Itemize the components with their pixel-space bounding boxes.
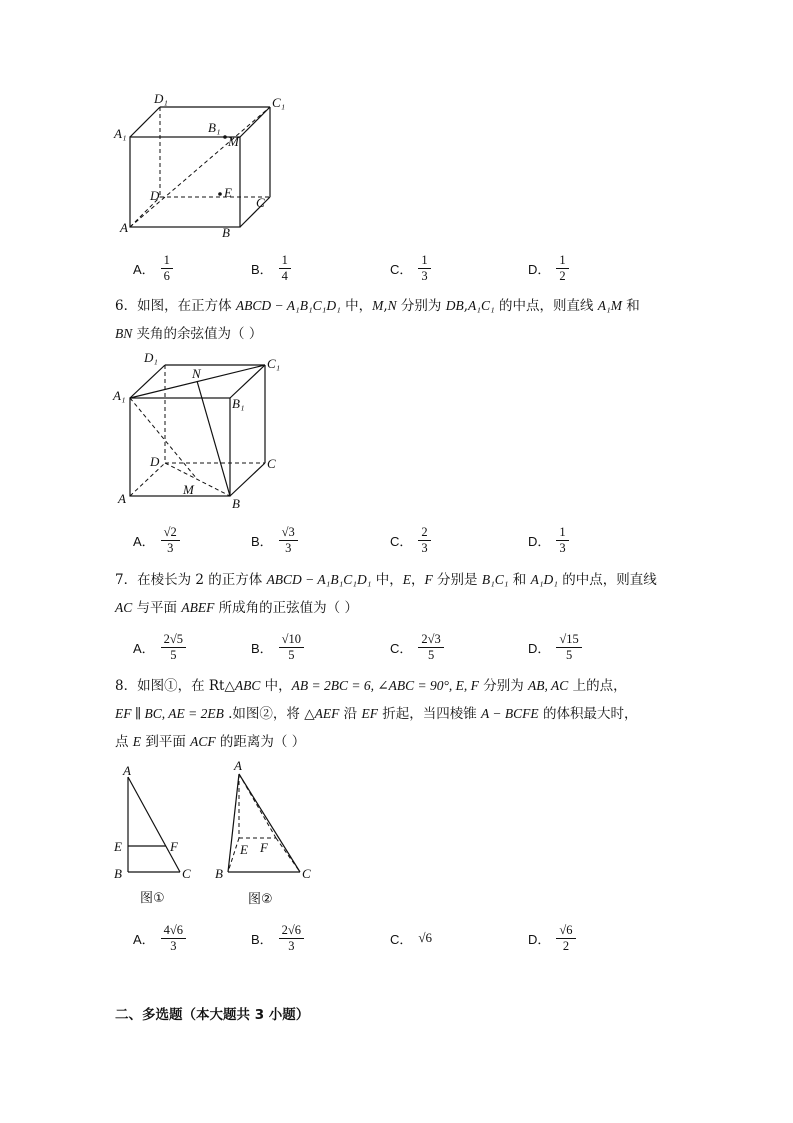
label-E: E [224, 185, 232, 200]
q6-option-d[interactable]: D． $\frac{1}{3}$ [528, 520, 569, 560]
q6-options [133, 520, 693, 560]
q6-cube-svg [110, 348, 290, 513]
label-C: C [267, 456, 276, 471]
label-F: F [170, 839, 178, 854]
q6-option-b[interactable]: B． $\frac{√3}{3}$ [251, 520, 298, 560]
label-D: D [150, 454, 160, 469]
section-2-title: 二、多选题（本大题共 3 小题） [115, 1007, 310, 1023]
q8-stem-line1: 8．如图①，在 Rt△ABC 中，AB = 2BC = 6, ∠ABC = 90°, E, F 分别为 AB, AC 上的点， [115, 678, 627, 694]
label-C: C [182, 866, 191, 881]
q5-cube-svg [110, 91, 286, 242]
label-B: B [114, 866, 122, 881]
fig1-caption: 图① [140, 891, 165, 906]
label-A: A [120, 220, 128, 235]
label-C: C [256, 195, 265, 210]
label-N: N [192, 366, 201, 381]
q8-figure-1 [110, 762, 200, 912]
label-E: E [114, 839, 122, 854]
q8-stem-line2: EF ∥ BC, AE = 2EB .如图②，将 △AEF 沿 EF 折起，当四棱锥 A − BCFE 的体积最大时， [115, 706, 638, 722]
label-A: A [118, 491, 126, 506]
q5-option-c[interactable]: C． $\frac{1}{3}$ [390, 248, 431, 288]
label-B: B [222, 225, 230, 240]
q7-option-d[interactable]: D． $\frac{√15}{5}$ [528, 627, 582, 667]
label-D1: D₁ [154, 91, 168, 106]
q8-figure-2 [210, 756, 325, 912]
q6-cube-figure [110, 348, 290, 513]
q6-stem-line2: BN 夹角的余弦值为（ ） [115, 326, 263, 342]
q8-option-b[interactable]: B． $\frac{2√6}{3}$ [251, 918, 304, 958]
q8-fig1-svg [110, 762, 200, 912]
q5-option-b[interactable]: B． $\frac{1}{4}$ [251, 248, 291, 288]
label-E: E [240, 842, 248, 857]
q8-option-d[interactable]: D． $\frac{√6}{2}$ [528, 918, 576, 958]
label-F: F [260, 840, 268, 855]
label-M: M [228, 134, 239, 149]
q7-options [133, 627, 693, 667]
q8-option-a[interactable]: A． $\frac{4√6}{3}$ [133, 918, 186, 958]
label-M: M [183, 482, 194, 497]
label-D: D [150, 188, 160, 203]
fig2-caption: 图② [248, 892, 273, 907]
q8-fig2-svg [210, 756, 325, 912]
label-C1: C₁ [267, 356, 281, 371]
q5-option-d[interactable]: D． $\frac{1}{2}$ [528, 248, 569, 288]
q6-option-c[interactable]: C． $\frac{2}{3}$ [390, 520, 431, 560]
label-A1: A₁ [113, 388, 126, 403]
q7-stem-line1: 7．在棱长为 2 的正方体 ABCD − A₁B₁C₁D₁ 中，E，F 分别是 B₁C₁ 和 A₁D₁ 的中点，则直线 [115, 572, 657, 588]
label-B: B [215, 866, 223, 881]
q8-stem-line3: 点 E 到平面 ACF 的距离为（ ） [115, 734, 306, 750]
q5-options [133, 248, 693, 288]
label-B1: B₁ [208, 120, 221, 135]
q7-option-b[interactable]: B． $\frac{√10}{5}$ [251, 627, 304, 667]
q5-option-a[interactable]: A． $\frac{1}{6}$ [133, 248, 173, 288]
q8-options [133, 918, 693, 958]
label-B: B [232, 496, 240, 511]
q7-option-c[interactable]: C． $\frac{2√3}{5}$ [390, 627, 444, 667]
label-A: A [234, 758, 242, 773]
label-C: C [302, 866, 311, 881]
label-A1: A₁ [114, 126, 127, 141]
label-A: A [123, 763, 131, 778]
q6-option-a[interactable]: A． $\frac{√2}{3}$ [133, 520, 180, 560]
q7-stem-line2: AC 与平面 ABEF 所成角的正弦值为（ ） [115, 600, 358, 616]
label-B1: B₁ [232, 396, 245, 411]
label-C1: C₁ [272, 95, 286, 110]
q5-cube-figure [110, 91, 286, 242]
q6-stem-line1: 6．如图，在正方体 ABCD − A₁B₁C₁D₁ 中，M,N 分别为 DB,A₁C₁ 的中点，则直线 A₁M 和 [115, 298, 640, 314]
q8-option-c[interactable]: C． √6 [390, 930, 433, 947]
q7-option-a[interactable]: A． $\frac{2√5}{5}$ [133, 627, 186, 667]
label-D1: D₁ [144, 350, 158, 365]
